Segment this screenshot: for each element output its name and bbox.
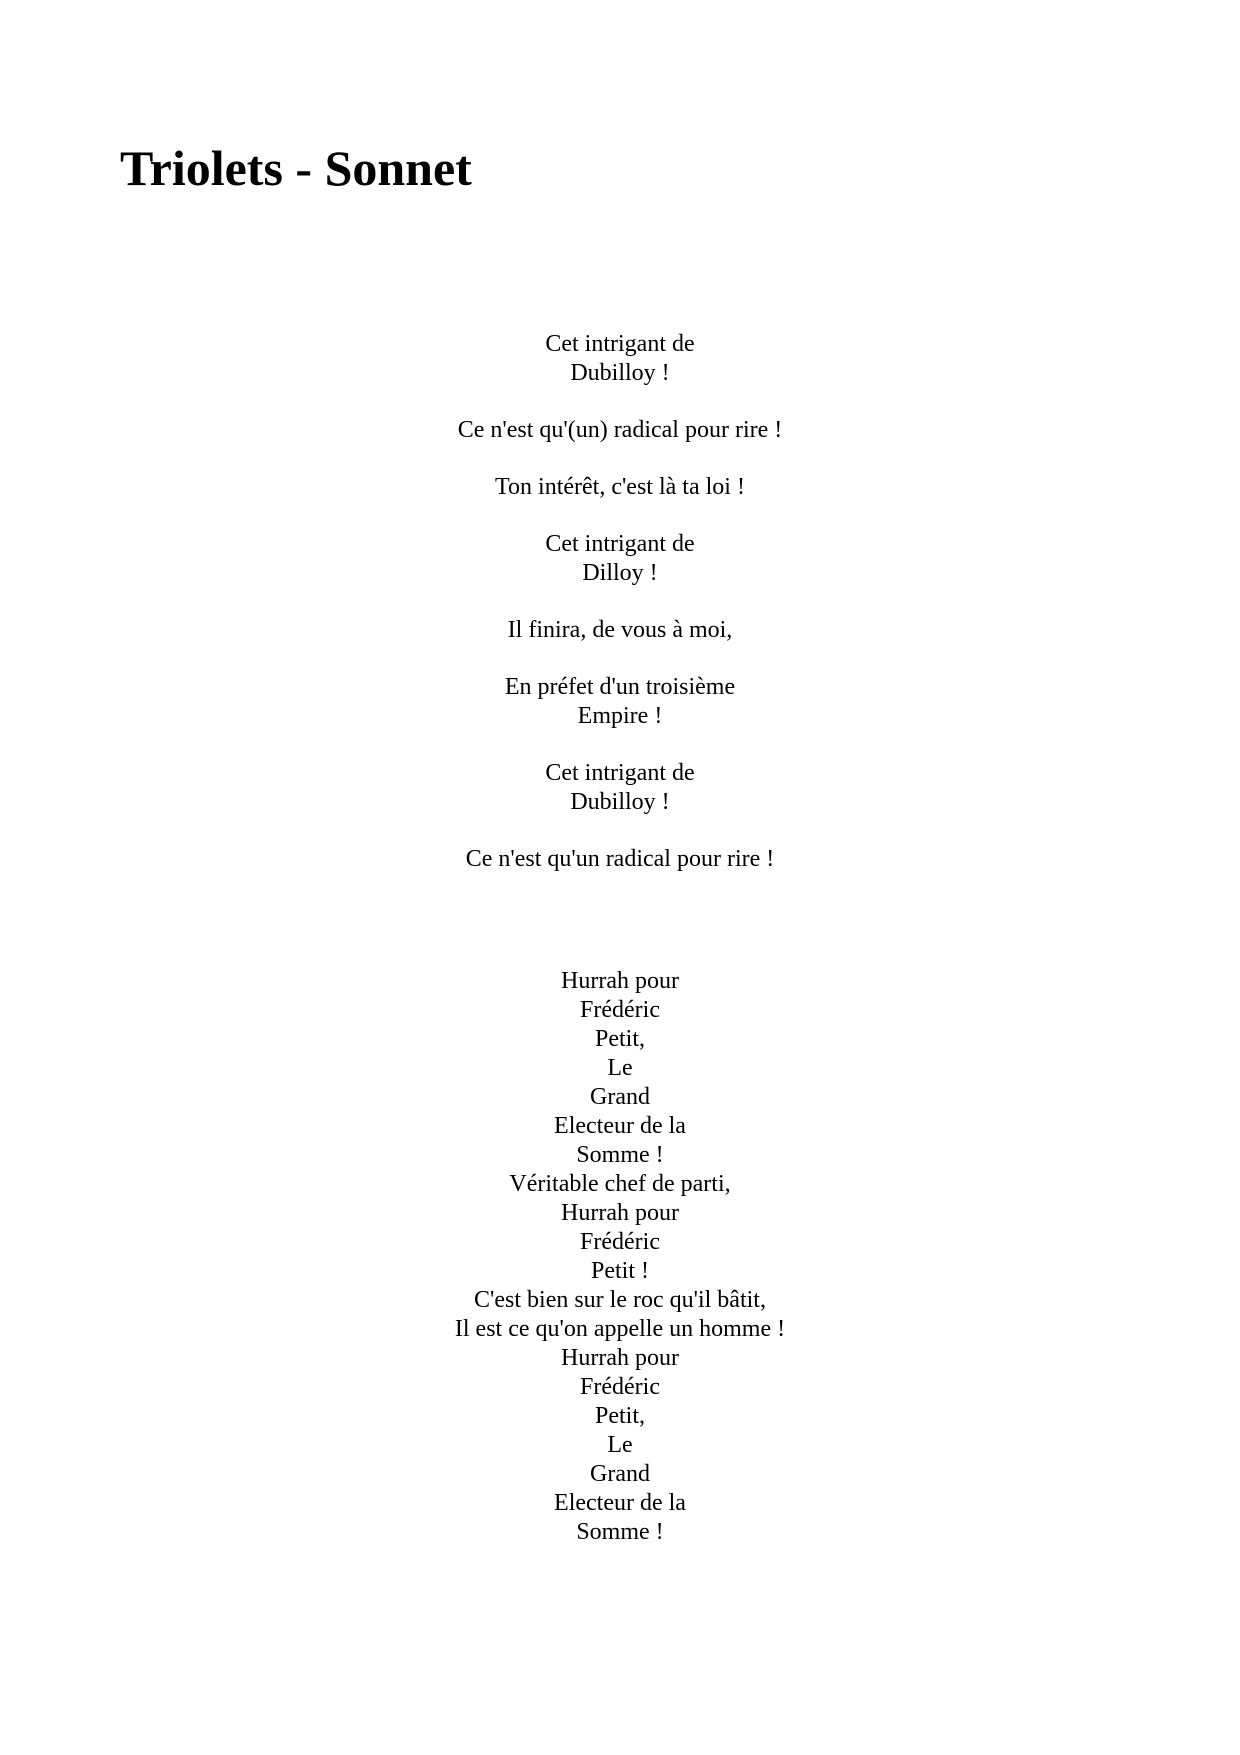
poem-line: C'est bien sur le roc qu'il bâtit, — [474, 1287, 766, 1313]
poem-line: Le — [607, 1055, 633, 1081]
poem-line: Dubilloy ! — [570, 360, 670, 386]
stanza — [0, 616, 1240, 645]
stanza — [0, 416, 1240, 445]
stanza — [0, 473, 1240, 502]
poem-line: Petit, — [594, 1026, 645, 1052]
stanza — [0, 759, 1240, 817]
poem-line: Electeur de la — [554, 1113, 686, 1139]
poem-line: Dilloy ! — [582, 560, 658, 586]
poem-line: Somme ! — [576, 1142, 664, 1168]
poem-line: Cet intrigant de — [545, 531, 695, 557]
poem-line: Cet intrigant de — [545, 760, 695, 786]
poem-line: Frédéric — [580, 997, 660, 1023]
poem-line: Frédéric — [580, 1229, 660, 1255]
triolet-poem — [0, 330, 1240, 902]
poem-line: Somme ! — [576, 1519, 664, 1545]
poem-line: Véritable chef de parti, — [509, 1171, 731, 1197]
poem-line: Grand — [590, 1084, 650, 1110]
poem-line: Il finira, de vous à moi, — [507, 617, 733, 643]
stanza — [0, 530, 1240, 588]
poem-line: Hurrah pour — [561, 1200, 679, 1226]
poem-line: Dubilloy ! — [570, 789, 670, 815]
poem-line: Cet intrigant de — [545, 331, 695, 357]
poem-line: Hurrah pour — [561, 968, 679, 994]
sonnet-poem — [0, 967, 1240, 1547]
poem-line: Petit, — [594, 1403, 645, 1429]
poem-line: Ton intérêt, c'est là ta loi ! — [495, 474, 745, 500]
page-title: Triolets - Sonnet — [120, 140, 472, 196]
poem-line: En préfet d'un troisième — [504, 674, 736, 700]
poem-line: Grand — [590, 1461, 650, 1487]
stanza — [0, 845, 1240, 874]
poem-line: Electeur de la — [554, 1490, 686, 1516]
poem-line: Petit ! — [591, 1258, 649, 1284]
stanza — [0, 330, 1240, 388]
poem-line: Le — [607, 1432, 633, 1458]
poem-line: Frédéric — [580, 1374, 660, 1400]
poem-line: Il est ce qu'on appelle un homme ! — [454, 1316, 786, 1342]
poem-line: Ce n'est qu'un radical pour rire ! — [465, 846, 775, 872]
stanza — [0, 673, 1240, 731]
poem-line: Ce n'est qu'(un) radical pour rire ! — [457, 417, 783, 443]
poem-line: Hurrah pour — [561, 1345, 679, 1371]
poem-line: Empire ! — [577, 703, 663, 729]
